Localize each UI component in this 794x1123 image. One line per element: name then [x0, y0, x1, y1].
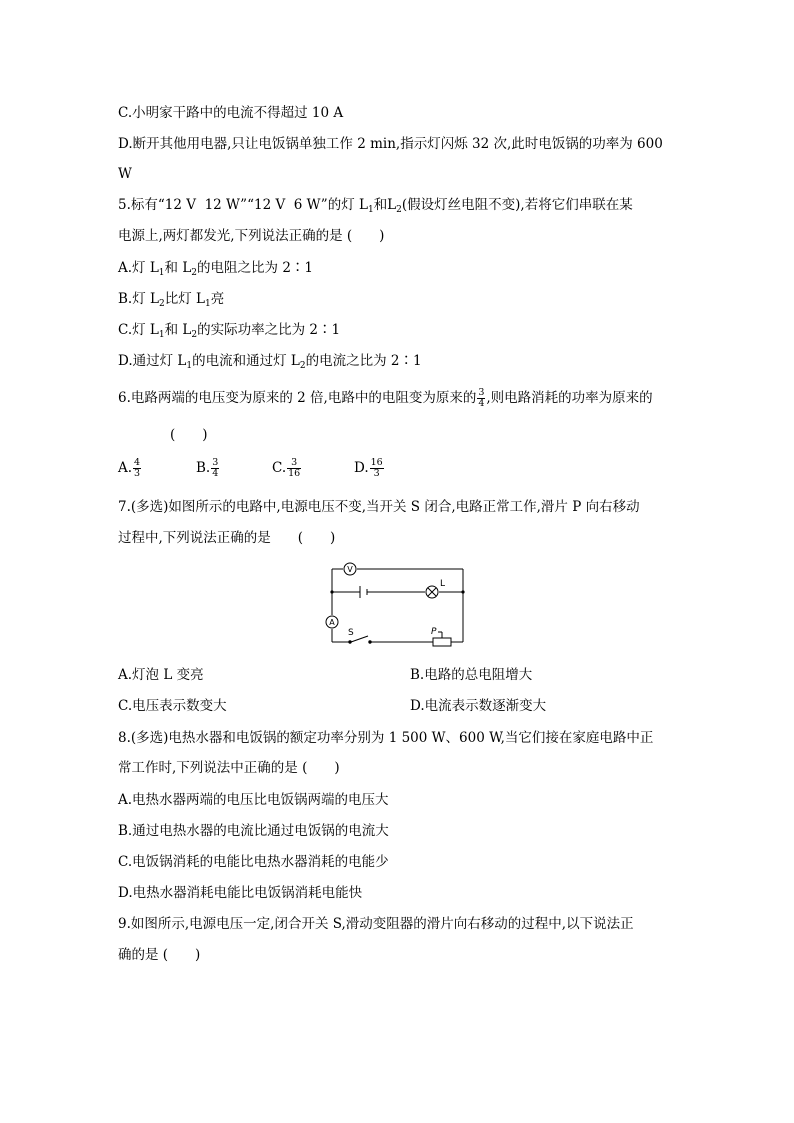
- q6-stem: 6.电路两端的电压变为原来的 2 倍,电路中的电阻变为原来的 $\frac{3}{4}$ ,则电路消耗的功率为原来的: [118, 387, 653, 409]
- q5-option-b: B.灯 $L_2$比灯 $L_1$亮: [118, 291, 225, 309]
- q4-option-c: C.小明家干路中的电流不得超过 10 A: [118, 105, 344, 121]
- ammeter-label: A: [329, 618, 335, 627]
- q9-stem-line2: 确的是 ( ): [118, 947, 201, 963]
- q7-stem-line1: 7.(多选)如图所示的电路中,电源电压不变,当开关 S 闭合,电路正常工作,滑片 P 向右移动: [118, 499, 640, 515]
- q8-option-c: C.电饭锅消耗的电能比电热水器消耗的电能少: [118, 854, 389, 870]
- q8-option-d: D.电热水器消耗电能比电饭锅消耗电能快: [118, 885, 363, 901]
- q6-option-d: D. $\frac{16}{3}$: [354, 457, 383, 479]
- q6-option-c: C. $\frac{3}{16}$: [272, 457, 301, 479]
- q7-option-a: A.灯泡 L 变亮: [118, 667, 204, 683]
- q5-stem-line1: 5.标有“12 V 12 W”“12 V 6 W”的灯 $L_1$和$L_2$(假设灯丝电阻不变),若将它们串联在某: [118, 197, 633, 215]
- q5-option-a: A.灯 $L_1$和 $L_2$的电阻之比为 2∶1: [118, 260, 314, 278]
- q8-option-a: A.电热水器两端的电压比电饭锅两端的电压大: [118, 792, 389, 808]
- q6-option-a: A. $\frac{4}{3}$: [118, 457, 141, 479]
- voltmeter-label: V: [347, 565, 353, 574]
- q7-stem-line2: 过程中,下列说法正确的是 ( ): [118, 530, 336, 546]
- q8-stem-line1: 8.(多选)电热水器和电饭锅的额定功率分别为 1 500 W、600 W,当它们接在家庭电路中正: [118, 730, 654, 746]
- q7-option-d: D.电流表示数逐渐变大: [410, 698, 547, 714]
- q6-answer-paren: ( ): [170, 427, 208, 443]
- lamp-label: L: [440, 579, 446, 589]
- switch-label: S: [348, 628, 354, 638]
- q6-option-b: B. $\frac{3}{4}$: [196, 457, 219, 479]
- q6-fraction: $\frac{3}{4}$: [478, 387, 485, 409]
- q5-option-c: C.灯 $L_1$和 $L_2$的实际功率之比为 2∶1: [118, 322, 341, 340]
- q8-stem-line2: 常工作时,下列说法中正确的是 ( ): [118, 760, 340, 776]
- q8-option-b: B.通过电热水器的电流比通过电饭锅的电流大: [118, 823, 389, 839]
- q5-stem-line2: 电源上,两灯都发光,下列说法正确的是 ( ): [118, 228, 385, 244]
- q7-option-c: C.电压表示数变大: [118, 698, 227, 714]
- q4-option-d-line1: D.断开其他用电器,只让电饭锅单独工作 2 min,指示灯闪烁 32 次,此时电饭锅的功率为 600: [118, 136, 663, 152]
- q5-option-d: D.通过灯 $L_1$的电流和通过灯 $L_2$的电流之比为 2∶1: [118, 353, 422, 371]
- q7-option-b: B.电路的总电阻增大: [410, 667, 533, 683]
- slider-label: P: [431, 627, 437, 637]
- q9-stem-line1: 9.如图所示,电源电压一定,闭合开关 S,滑动变阻器的滑片向右移动的过程中,以下说法正: [118, 916, 634, 932]
- q4-option-d-line2: W: [118, 166, 132, 182]
- q7-circuit-diagram: [320, 560, 470, 650]
